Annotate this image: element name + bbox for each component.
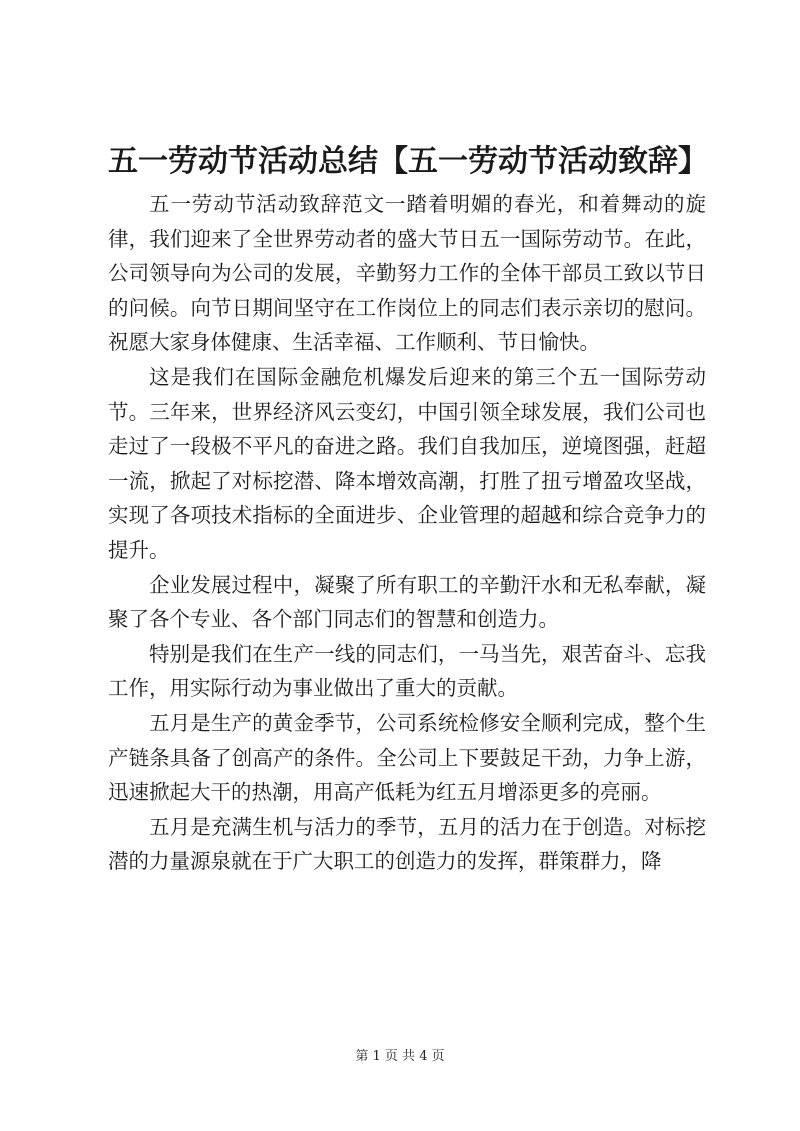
- document-title: 五一劳动节活动总结【五一劳动节活动致辞】: [108, 144, 708, 179]
- document-body: [108, 187, 706, 879]
- paragraph-1: 五一劳动节活动致辞范文一踏着明媚的春光，和着舞动的旋律，我们迎来了全世界劳动者的盛大节日五一国际劳动节。在此，公司领导向为公司的发展，辛勤努力工作的全体干部员工致以节日的问候。向节日期间坚守在工作岗位上的同志们表示亲切的慰问。祝愿大家身体健康、生活幸福、工作顺利、节日愉快。: [108, 192, 706, 355]
- paragraph-4: 特别是我们在生产一线的同志们，一马当先，艰苦奋斗、忘我工作，用实际行动为事业做出了重大的贡献。: [108, 641, 706, 701]
- paragraph-6: 五月是充满生机与活力的季节，五月的活力在于创造。对标挖潜的力量源泉就在于广大职工的创造力的发挥，群策群力，降: [108, 814, 706, 874]
- page-footer: 第 1 页 共 4 页: [355, 1049, 445, 1064]
- paragraph-2: 这是我们在国际金融危机爆发后迎来的第三个五一国际劳动节。三年来，世界经济风云变幻，中国引领全球发展，我们公司也走过了一段极不平凡的奋进之路。我们自我加压，逆境图强，赶超一流，掀起了对标挖潜、降本增效高潮，打胜了扭亏增盈攻坚战，实现了各项技术指标的全面进步、企业管理的超越和综合竞争力的提升。: [108, 364, 706, 562]
- paragraph-3: 企业发展过程中，凝聚了所有职工的辛勤汗水和无私奉献，凝聚了各个专业、各个部门同志们的智慧和创造力。: [108, 572, 706, 632]
- paragraph-5: 五月是生产的黄金季节，公司系统检修安全顺利完成，整个生产链条具备了创高产的条件。全公司上下要鼓足干劲，力争上游，迅速掀起大干的热潮，用高产低耗为红五月增添更多的亮丽。: [108, 710, 706, 805]
